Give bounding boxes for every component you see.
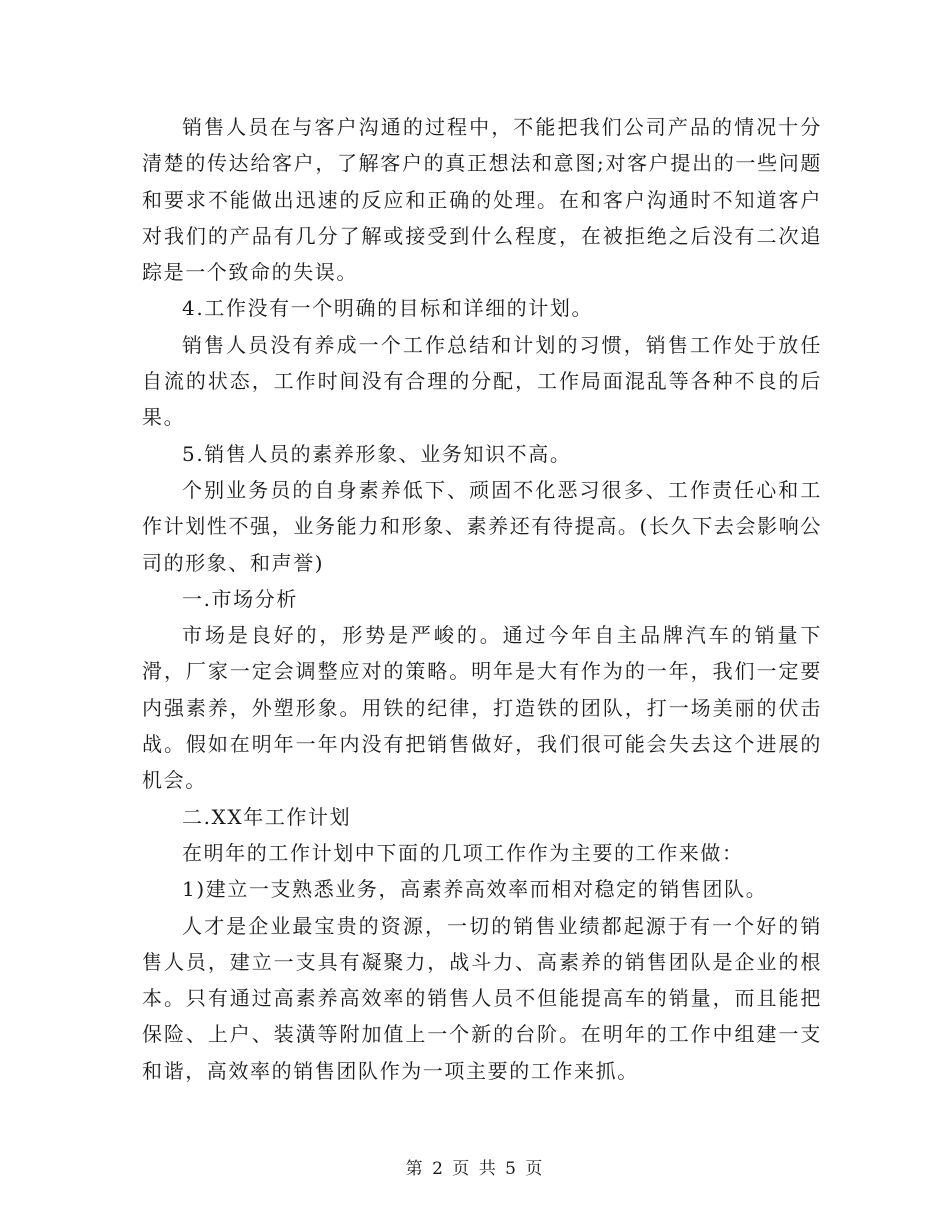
heading-item-5: 5.销售人员的素养形象、业务知识不高。 (182, 441, 572, 466)
paragraph-5: 个别业务员的自身素养低下、顽固不化恶习很多、工作责任心和工作计划性不强，业务能力和形象、素养还有待提高。(长久下去会影响公司的形象、和声誉) (142, 477, 822, 575)
document-body (142, 109, 822, 1089)
section-heading-work-plan: 二.XX年工作计划 (182, 804, 352, 829)
page-number-footer: 第 2 页 共 5 页 (405, 1159, 545, 1179)
paragraph-3: 销售人员没有养成一个工作总结和计划的习惯，销售工作处于放任自流的状态，工作时间没有合理的分配，工作局面混乱等各种不良的后果。 (142, 332, 822, 430)
paragraph-7: 市场是良好的，形势是严峻的。通过今年自主品牌汽车的销量下滑，厂家一定会调整应对的策略。明年是大有作为的一年，我们一定要内强素养，外塑形象。用铁的纪律，打造铁的团队，打一场美丽的伏击战。假如在明年一年内没有把销售做好，我们很可能会失去这个进展的机会。 (142, 623, 822, 793)
paragraph-1: 销售人员在与客户沟通的过程中，不能把我们公司产品的情况十分清楚的传达给客户，了解客户的真正想法和意图;对客户提出的一些问题和要求不能做出迅速的反应和正确的处理。在和客户沟通时不知道客户对我们的产品有几分了解或接受到什么程度，在被拒绝之后没有二次追踪是一个致命的失误。 (142, 115, 822, 285)
paragraph-9: 在明年的工作计划中下面的几项工作作为主要的工作来做： (182, 840, 744, 865)
section-heading-market-analysis: 一.市场分析 (182, 586, 298, 611)
heading-item-4: 4.工作没有一个明确的目标和详细的计划。 (182, 296, 594, 321)
paragraph-11: 人才是企业最宝贵的资源，一切的销售业绩都起源于有一个好的销售人员，建立一支具有凝聚力，战斗力、高素养的销售团队是企业的根本。只有通过高素养高效率的销售人员不但能提高车的销量，而且能把保险、上户、装潢等附加值上一个新的台阶。在明年的工作中组建一支和谐，高效率的销售团队作为一项主要的工作来抓。 (142, 913, 822, 1083)
list-item-1: 1)建立一支熟悉业务，高素养高效率而相对稳定的销售团队。 (182, 877, 768, 902)
